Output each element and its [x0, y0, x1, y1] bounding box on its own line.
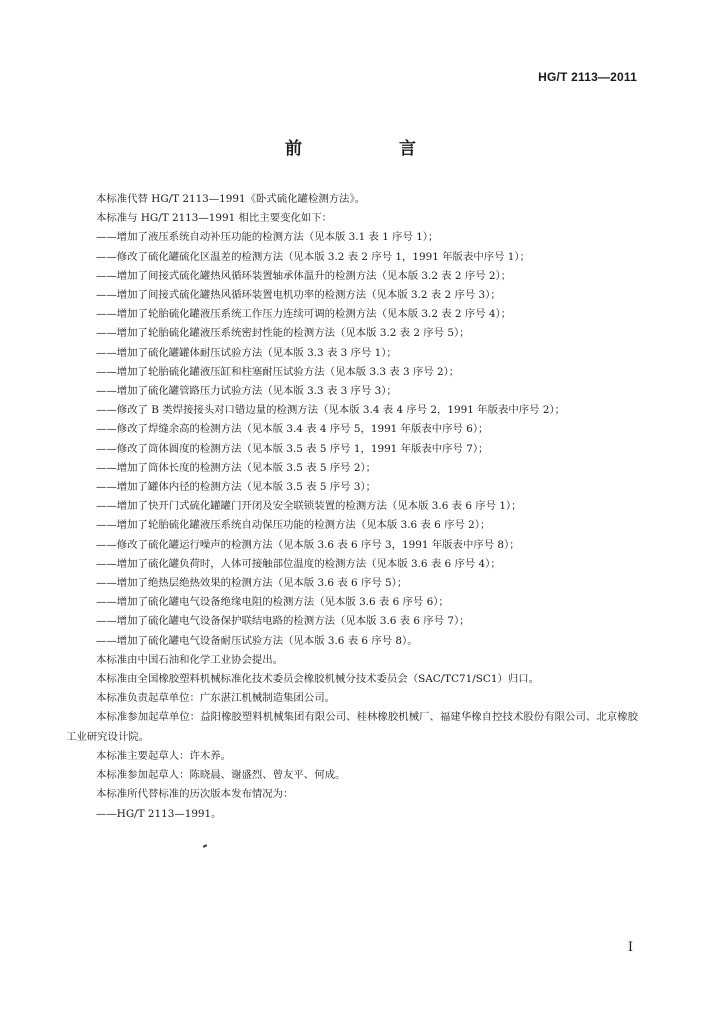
list-item: ——增加了绝热层绝热效果的检测方法（见本版 3.6 表 6 序号 5）；: [96, 577, 408, 590]
page-title: 前 言: [285, 139, 456, 159]
list-item: ——增加了筒体长度的检测方法（见本版 3.5 表 5 序号 2）；: [96, 461, 377, 474]
paragraph-line: 本标准由中国石油和化学工业协会提出。: [96, 653, 284, 666]
list-item: ——增加了轮胎硫化罐液压系统工作压力连续可调的检测方法（见本版 3.2 表 2 序号 4）；: [96, 308, 512, 321]
scan-mark: [203, 844, 207, 848]
list-item: ——增加了硫化罐电气设备耐压试验方法（见本版 3.6 表 6 序号 8）。: [96, 634, 418, 647]
list-item: ——增加了硫化罐负荷时，人体可接触部位温度的检测方法（见本版 3.6 表 6 序号 4）；: [96, 557, 501, 570]
page-number: I: [627, 940, 633, 955]
paragraph-line: 本标准负责起草单位：广东湛江机械制造集团公司。: [96, 692, 335, 705]
list-item: ——修改了焊缝余高的检测方法（见本版 3.4 表 4 序号 5，1991 年版表中序号 6）；: [96, 423, 489, 436]
paragraph-line: 本标准参加起草人：陈晓晨、谢盛烈、曾友平、何成。: [96, 769, 346, 782]
list-item: ——增加了轮胎硫化罐液压系统自动保压功能的检测方法（见本版 3.6 表 6 序号 2）；: [96, 519, 491, 532]
list-item: ——增加了液压系统自动补压功能的检测方法（见本版 3.1 表 1 序号 1）；: [96, 231, 439, 244]
list-item: ——增加了罐体内径的检测方法（见本版 3.5 表 5 序号 3）；: [96, 481, 377, 494]
paragraph-line: 本标准由全国橡胶塑料机械标准化技术委员会橡胶机械分技术委员会（SAC/TC71/SC1）归口。: [96, 673, 540, 686]
list-item: ——修改了 B 类焊接接头对口错边量的检测方法（见本版 3.4 表 4 序号 2，1991 年版表中序号 2）；: [96, 404, 566, 417]
list-item: ——增加了快开门式硫化罐罐门开闭及安全联锁装置的检测方法（见本版 3.6 表 6 序号 1）；: [96, 500, 522, 513]
paragraph-line: 本标准参加起草单位：益阳橡胶塑料机械集团有限公司、桂林橡胶机械厂、福建华橡自控技术股份有限公司、北京橡胶工业研究设计院。: [66, 711, 638, 743]
paragraph-line: 本标准代替 HG/T 2113—1991《卧式硫化罐检测方法》。: [96, 193, 366, 205]
paragraph-line: 本标准与 HG/T 2113—1991 相比主要变化如下：: [96, 212, 333, 225]
list-item: ——修改了筒体圆度的检测方法（见本版 3.5 表 5 序号 1，1991 年版表中序号 7）；: [96, 442, 489, 455]
list-item: ——增加了硫化罐管路压力试验方法（见本版 3.3 表 3 序号 3）；: [96, 385, 397, 398]
list-item: ——修改了硫化罐硫化区温差的检测方法（见本版 3.2 表 2 序号 1，1991 年版表中序号 1）；: [96, 250, 530, 263]
standard-code: HG/T 2113—2011: [538, 70, 637, 84]
list-item: ——增加了硫化罐电气设备绝缘电阻的检测方法（见本版 3.6 表 6 序号 6）；: [96, 596, 449, 609]
list-item: ——HG/T 2113—1991。: [96, 807, 222, 820]
list-item: ——修改了硫化罐运行噪声的检测方法（见本版 3.6 表 6 序号 3，1991 年版表中序号 8）；: [96, 538, 520, 551]
document-body: [66, 190, 638, 824]
list-item: ——增加了间接式硫化罐热风循环装置轴承体温升的检测方法（见本版 3.2 表 2 序号 2）；: [96, 269, 512, 282]
list-item: ——增加了轮胎硫化罐液压系统密封性能的检测方法（见本版 3.2 表 2 序号 5）；: [96, 327, 470, 340]
list-item: ——增加了间接式硫化罐热风循环装置电机功率的检测方法（见本版 3.2 表 2 序号 3）；: [96, 289, 501, 302]
list-item: ——增加了硫化罐罐体耐压试验方法（见本版 3.3 表 3 序号 1）；: [96, 346, 397, 359]
list-item: ——增加了轮胎硫化罐液压缸和柱塞耐压试验方法（见本版 3.3 表 3 序号 2）；: [96, 365, 460, 378]
list-item: ——增加了硫化罐电气设备保护联结电路的检测方法（见本版 3.6 表 6 序号 7）；: [96, 615, 470, 628]
paragraph-line: 本标准所代替标准的历次版本发布情况为：: [96, 788, 294, 801]
paragraph-line: 本标准主要起草人：许木养。: [96, 749, 232, 762]
